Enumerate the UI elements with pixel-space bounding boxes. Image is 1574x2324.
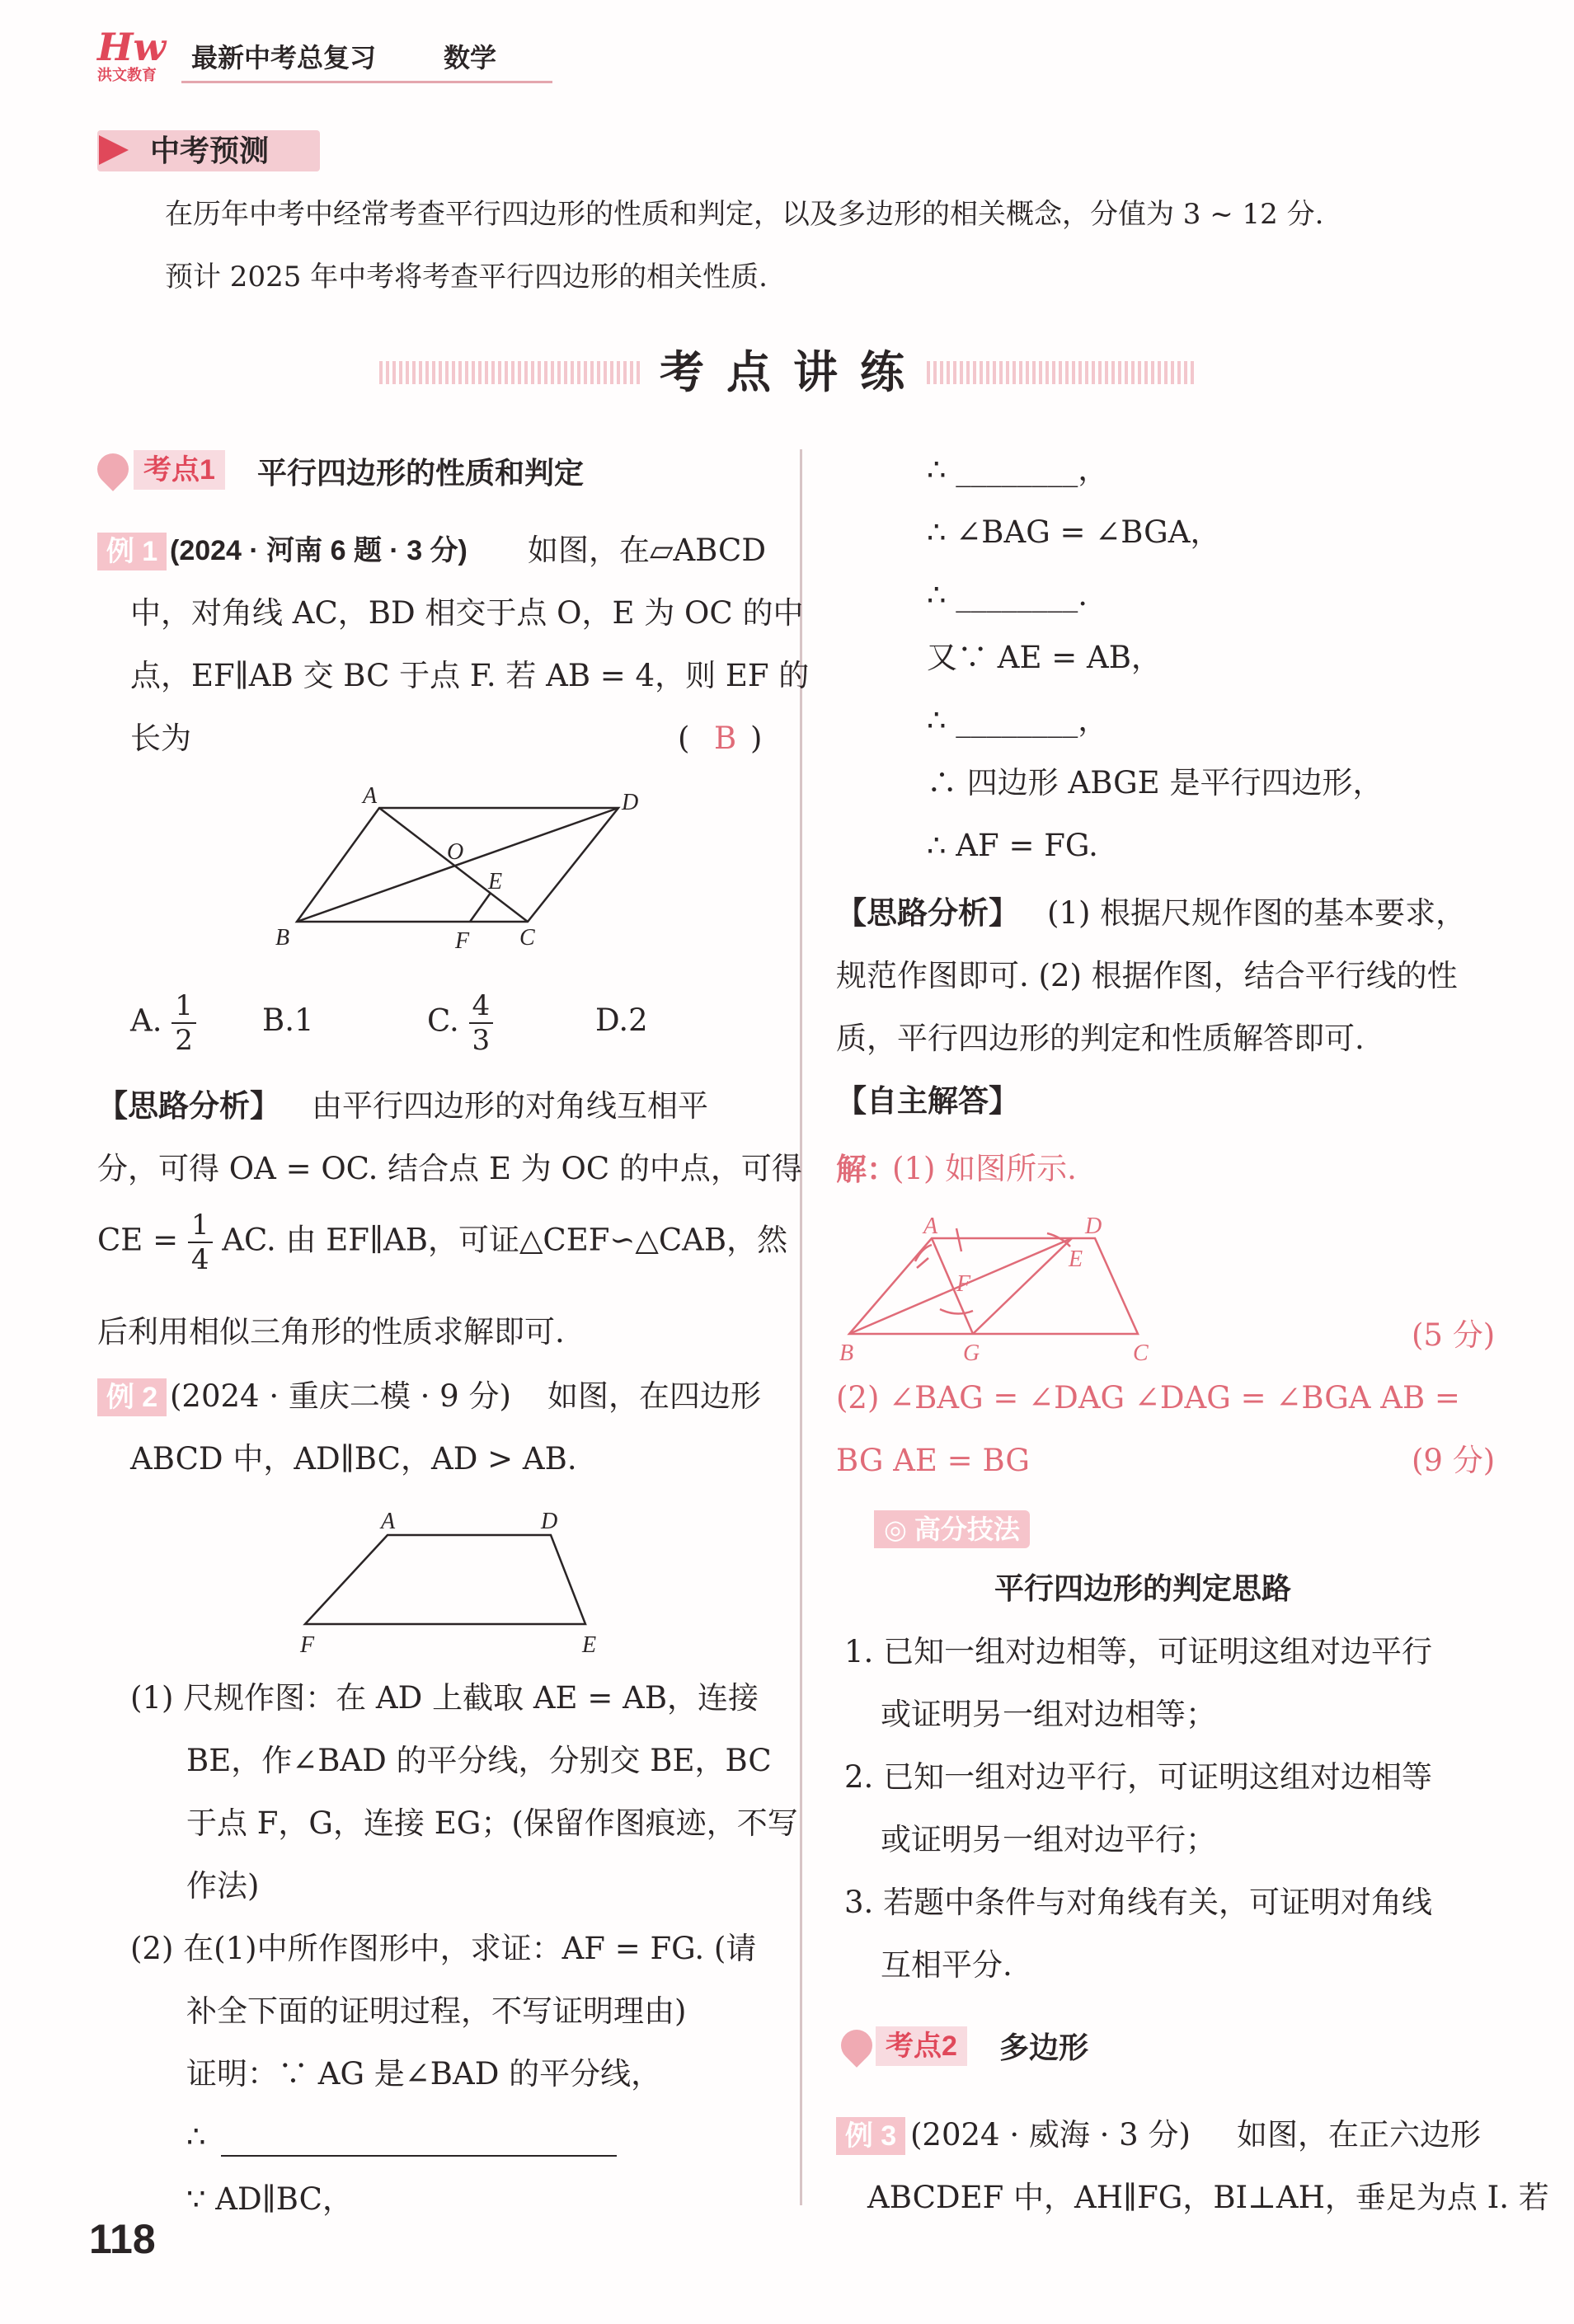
answer-value: B [714,721,737,756]
option-a-letter: A. [130,1002,162,1039]
subject-label: 数学 [444,43,497,73]
lightbulb-icon: ◎ [884,1514,907,1544]
option-a-fraction [171,989,196,1057]
ex2-source: (2024 · 重庆二模 · 9 分) [170,1378,511,1414]
label-o: O [447,839,464,865]
tips-item-2: 2. 已知一组对边平行，可证明这组对边相等 [844,1759,1433,1795]
ex1-figure [272,783,651,965]
proof-line-3: ∴ ________. [927,577,1088,613]
label-d: D [622,790,639,815]
proof-line-6: ∴ 四边形 ABGE 是平行四边形， [927,765,1384,800]
proof-line-1: ∴ ________， [927,452,1109,487]
proof-line-7: ∴ AF = FG. [927,828,1098,863]
ex2-q2-line-1: (2) 在(1)中所作图形中，求证：AF = FG. (请 [130,1931,757,1966]
ex2-q2-line-4: ∴ [186,2119,206,2154]
ex1-analysis-2: 分，可得 OA = OC. 结合点 E 为 OC 的中点，可得 [97,1151,802,1186]
logo [97,25,176,86]
label-b: B [839,1340,854,1366]
label-f: F [956,1271,971,1297]
option-c-den: 3 [472,1024,491,1057]
option-d-value: 2 [628,1002,648,1038]
tips-item-3b: 互相平分. [881,1947,1013,1983]
answer-bracket-close: ) [750,721,763,756]
ex3-tag: 例 3 [836,2117,905,2155]
ex1-tag: 例 1 [97,533,167,570]
tips-tag-text: 高分技法 [914,1514,1020,1544]
option-c-num: 4 [469,989,494,1024]
ex3-line-2: ABCDEF 中，AH∥FG，BI⊥AH，垂足为点 I. 若 [867,2180,1549,2215]
segment-ef [470,893,491,922]
score-1: (5 分) [1412,1317,1496,1353]
label-f: F [455,928,470,954]
tips-item-2b: 或证明另一组对边平行； [881,1822,1216,1857]
forecast-line-1: 在历年中考中经常考查平行四边形的性质和判定，以及多边形的相关概念，分值为 3 ~ 12 分. [165,198,1324,231]
ex2-analysis-label: 【思路分析】 [836,896,1019,930]
option-c-fraction [469,989,494,1057]
label-b: F [300,1632,315,1658]
ex2-line-2: ABCD 中，AD∥BC，AD > AB. [130,1441,577,1477]
label-d: D [541,1509,558,1534]
ex2-q2-line-3: 证明：∵ AG 是∠BAD 的平分线， [186,2056,662,2092]
column-divider [800,449,802,2205]
ex3-source: (2024 · 威海 · 3 分) [910,2117,1191,2153]
drop-icon [91,447,135,491]
ex1-analysis-label: 【思路分析】 [97,1089,280,1123]
ex1-analysis-3 [97,1209,787,1283]
construction-mark-1 [956,1228,961,1251]
option-b-letter: B. [262,1002,294,1038]
label-g: G [963,1340,980,1366]
ex2-analysis-3: 质，平行四边形的判定和性质解答即可. [836,1021,1365,1056]
section-title: 考 点 讲 练 [660,348,910,397]
diagonal-bd [297,808,618,922]
option-a[interactable] [130,989,196,1063]
segment-eg [973,1238,1072,1334]
answer-bracket-open: ( [678,721,690,756]
tips-tag [874,1510,1030,1548]
label-a: A [363,783,378,809]
label-a: A [381,1509,396,1534]
ex1-line-1: 如图，在▱ABCD [528,533,767,568]
label-e: E [1069,1247,1083,1272]
ex2-q1-line-1: (1) 尺规作图：在 AD 上截取 AE = AB，连接 [130,1680,759,1716]
option-d[interactable] [595,989,648,1052]
page-number: 118 [89,2216,156,2262]
tips-item-3: 3. 若题中条件与对角线有关，可证明对角线 [844,1885,1433,1920]
ex2-analysis-1: (1) 根据尺规作图的基本要求， [1047,895,1467,931]
score-2: (9 分) [1412,1443,1496,1478]
ex1-line-4: 长为 [130,721,191,756]
solution-line-1: (1) 如图所示. [892,1151,1077,1186]
trapezoid-abcd [305,1535,585,1624]
label-e: E [488,869,503,894]
ce-num: 1 [188,1209,213,1243]
kp1-tag: 考点1 [134,450,225,490]
ex2-analysis-2: 规范作图即可. (2) 根据作图，结合平行线的性 [836,958,1458,993]
label-b: B [275,925,290,951]
kp2-tag: 考点2 [876,2026,967,2066]
diagonal-ac [379,808,528,922]
tips-item-1b: 或证明另一组对边相等； [881,1697,1216,1732]
ex3-line-1: 如图，在正六边形 [1237,2117,1481,2153]
forecast-line-2: 预计 2025 年中考将考查平行四边形的相关性质. [165,261,768,293]
ex2-tag: 例 2 [97,1378,167,1416]
trapezoid-abcd [849,1238,1138,1334]
solution-figure [833,1212,1179,1369]
solution-line-3: BG AE = BG [836,1443,1030,1478]
proof-line-4: 又∵ AE = AB， [927,640,1162,675]
option-c[interactable] [427,989,493,1057]
ce-prefix: CE = [97,1222,179,1258]
ex2-q2-line-5: ∵ AD∥BC， [186,2181,353,2217]
ex1-analysis-1: 由平行四边形的对角线互相平 [312,1088,708,1124]
ex2-q2-line-2: 补全下面的证明过程，不写证明理由) [186,1993,687,2029]
label-d: D [1085,1214,1102,1239]
self-answer-label: 【自主解答】 [836,1084,1019,1118]
drop-icon [834,2023,879,2068]
label-c: C [1133,1340,1149,1366]
option-b-value: 1 [294,1002,314,1038]
label-a: A [923,1214,938,1239]
tips-item-1: 1. 已知一组对边相等，可证明这组对边平行 [844,1634,1433,1669]
tips-title: 平行四边形的判定思路 [994,1571,1292,1605]
construction-mark-2 [917,1258,928,1268]
proof-line-5: ∴ ________， [927,702,1109,738]
ce-fraction [188,1209,213,1276]
option-a-den: 2 [175,1024,193,1057]
label-c: E [582,1632,597,1658]
ex2-q1-line-4: 作法) [186,1868,260,1904]
ex2-q1-line-3: 于点 F，G，连接 EG；(保留作图痕迹，不写 [186,1805,798,1841]
option-d-letter: D. [595,1002,629,1038]
answer-blank[interactable] [221,2155,617,2157]
book-title: 最新中考总复习 [191,43,377,73]
play-icon [99,135,129,165]
ex1-line-3: 点，EF∥AB 交 BC 于点 F. 若 AB = 4，则 EF 的 [130,658,810,693]
logo-mark: Hw [97,25,167,69]
ex2-q1-line-2: BE，作∠BAD 的平分线，分别交 BE，BC [186,1743,772,1778]
ex2-line-1: 如图，在四边形 [547,1378,761,1414]
option-b[interactable] [262,989,314,1052]
ce-rest: AC. 由 EF∥AB，可证△CEF∽△CAB，然 [222,1222,788,1258]
solution-prefix: 解： [836,1151,897,1187]
option-a-num: 1 [171,989,196,1024]
construction-arc-3 [940,1309,973,1314]
kp1-title: 平行四边形的性质和判定 [257,456,585,490]
header-rule [181,81,552,83]
logo-subtitle: 洪文教育 [97,67,157,83]
ce-den: 4 [190,1243,209,1276]
forecast-heading: 中考预测 [150,134,270,167]
ex2-figure [289,1505,618,1662]
ex1-analysis-4: 后利用相似三角形的性质求解即可. [97,1314,565,1350]
ex1-line-2: 中，对角线 AC，BD 相交于点 O，E 为 OC 的中 [130,595,804,631]
ex1-source: (2024 · 河南 6 题 · 3 分) [170,535,468,566]
label-c: C [519,925,535,951]
proof-line-2: ∴ ∠BAG = ∠BGA， [927,514,1221,550]
kp2-title: 多边形 [999,2031,1089,2064]
solution-line-2: (2) ∠BAG = ∠DAG ∠DAG = ∠BGA AB = [836,1380,1460,1416]
option-c-letter: C. [427,1002,459,1039]
